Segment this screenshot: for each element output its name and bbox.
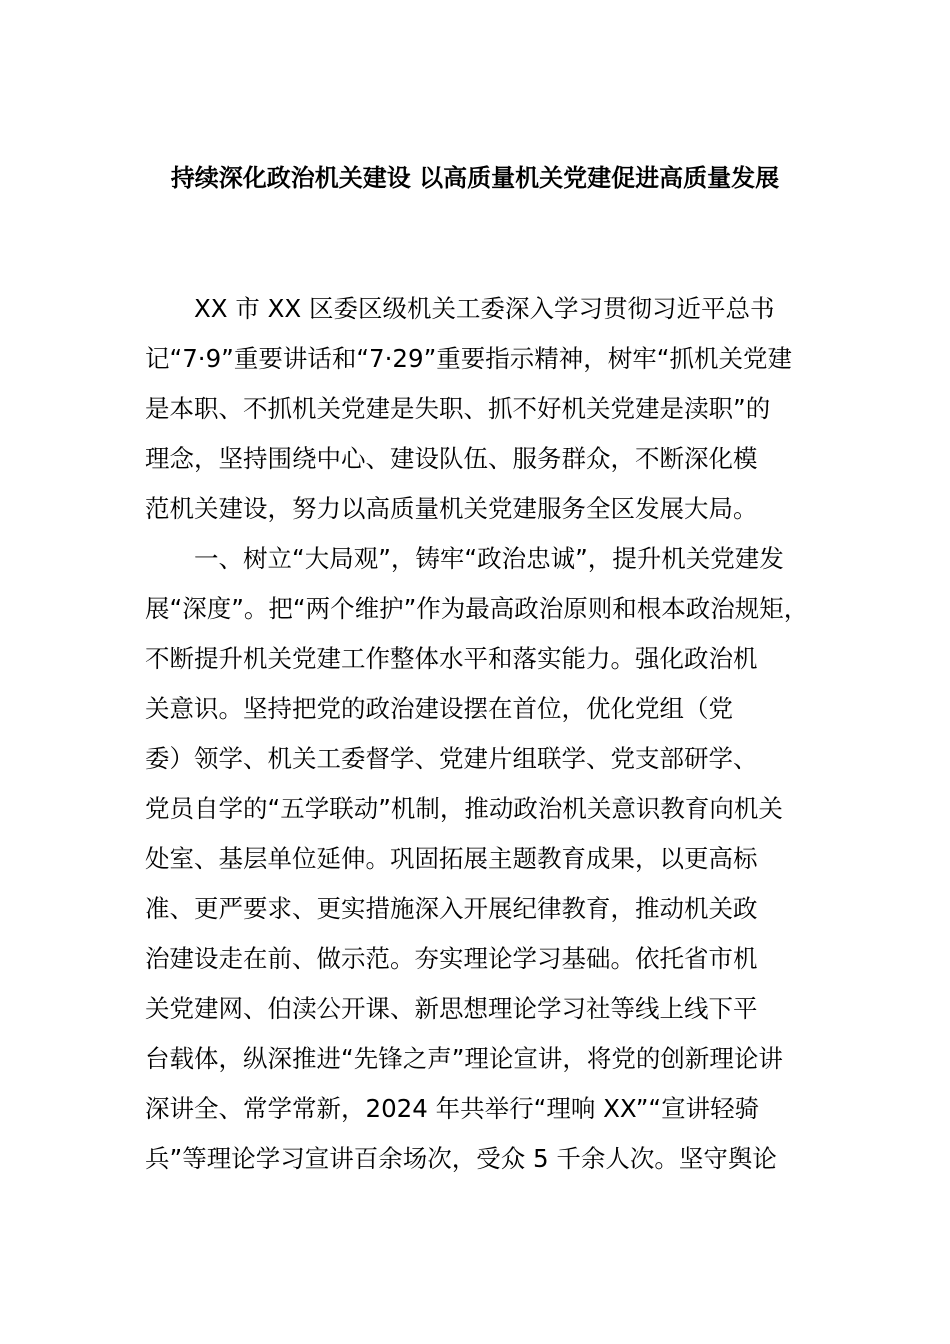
text-line: 委）领学、机关工委督学、党建片组联学、党支部研学、 <box>145 744 758 773</box>
text-line: 关党建网、伯渎公开课、新思想理论学习社等线上线下平 <box>145 994 758 1023</box>
text-line: 关意识。坚持把党的政治建设摆在首位，优化党组（党 <box>145 694 733 723</box>
text-line: 治建设走在前、做示范。夯实理论学习基础。依托省市机 <box>145 944 758 973</box>
text-line: XX 市 XX 区委区级机关工委深入学习贯彻习近平总书 <box>145 294 775 323</box>
text-line: 准、更严要求、更实措施深入开展纪律教育，推动机关政 <box>145 894 758 923</box>
text-line: 一、树立“大局观”，铸牢“政治忠诚”，提升机关党建发 <box>145 544 784 573</box>
text-line: 处室、基层单位延伸。巩固拓展主题教育成果，以更高标 <box>145 844 758 873</box>
text-line: 深讲全、常学常新，2024 年共举行“理响 XX”“宣讲轻骑 <box>145 1094 760 1123</box>
text-line: 展“深度”。把“两个维护”作为最高政治原则和根本政治规矩， <box>145 594 809 623</box>
document-title: 持续深化政治机关建设 以高质量机关党建促进高质量发展 <box>170 164 780 192</box>
text-line: 记“7·9”重要讲话和“7·29”重要指示精神，树牢“抓机关党建 <box>145 344 792 373</box>
text-line: 党员自学的“五学联动”机制，推动政治机关意识教育向机关 <box>145 794 783 823</box>
text-line: 兵”等理论学习宣讲百余场次，受众 5 千余人次。坚守舆论 <box>145 1144 777 1173</box>
document-body <box>145 284 845 1184</box>
text-line: 不断提升机关党建工作整体水平和落实能力。强化政治机 <box>145 644 758 673</box>
text-line: 台载体，纵深推进“先锋之声”理论宣讲，将党的创新理论讲 <box>145 1044 783 1073</box>
text-line: 理念，坚持围绕中心、建设队伍、服务群众，不断深化模 <box>145 444 758 473</box>
text-line: 是本职、不抓机关党建是失职、抓不好机关党建是渎职”的 <box>145 394 771 423</box>
text-line: 范机关建设，努力以高质量机关党建服务全区发展大局。 <box>145 494 758 523</box>
